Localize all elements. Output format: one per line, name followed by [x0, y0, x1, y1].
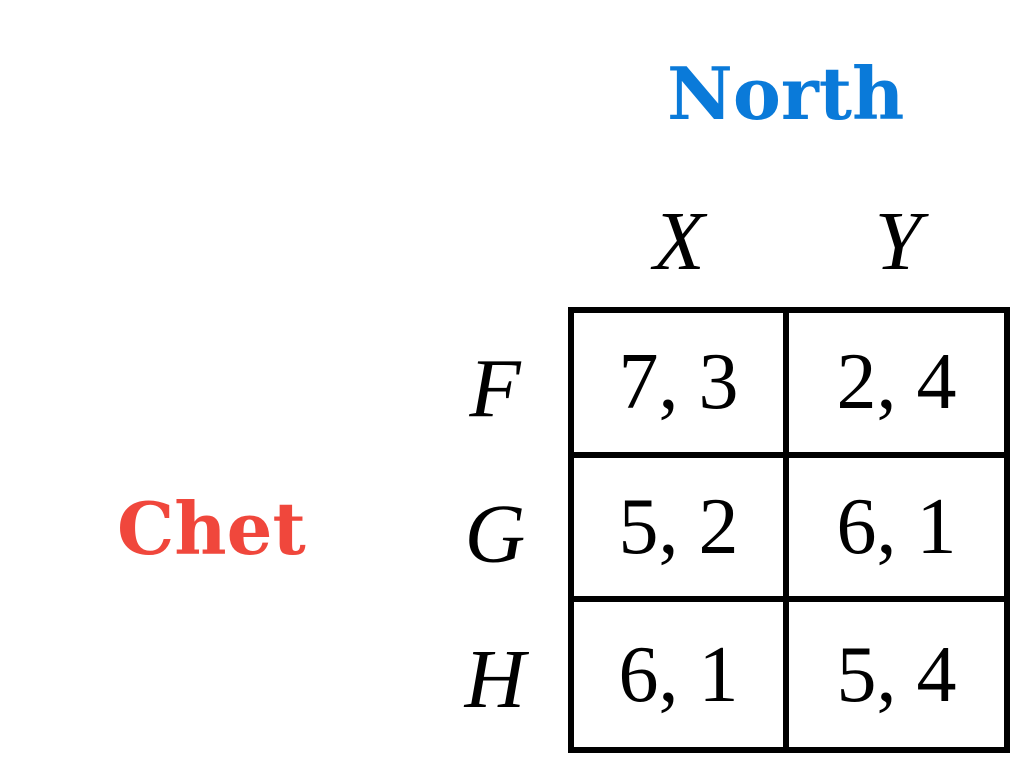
payoff-cell-h-x: 6, 1	[574, 602, 789, 747]
payoff-cell-h-y: 5, 4	[836, 630, 957, 719]
column-strategy-y: Y	[874, 195, 922, 288]
row-strategy-h: H	[464, 633, 526, 726]
payoff-cell-f-y: 2, 4	[789, 313, 1004, 458]
column-strategy-x: X	[653, 195, 705, 288]
payoff-matrix	[568, 307, 1010, 753]
column-player-label: North	[667, 51, 905, 136]
row-player-label: Chet	[117, 486, 306, 571]
payoff-cell-g-x: 5, 2	[574, 458, 789, 603]
row-strategy-f: F	[469, 342, 521, 435]
row-strategy-g: G	[464, 488, 526, 581]
payoff-cell-f-x: 7, 3	[574, 313, 789, 458]
payoff-cell-g-y: 6, 1	[789, 458, 1004, 603]
